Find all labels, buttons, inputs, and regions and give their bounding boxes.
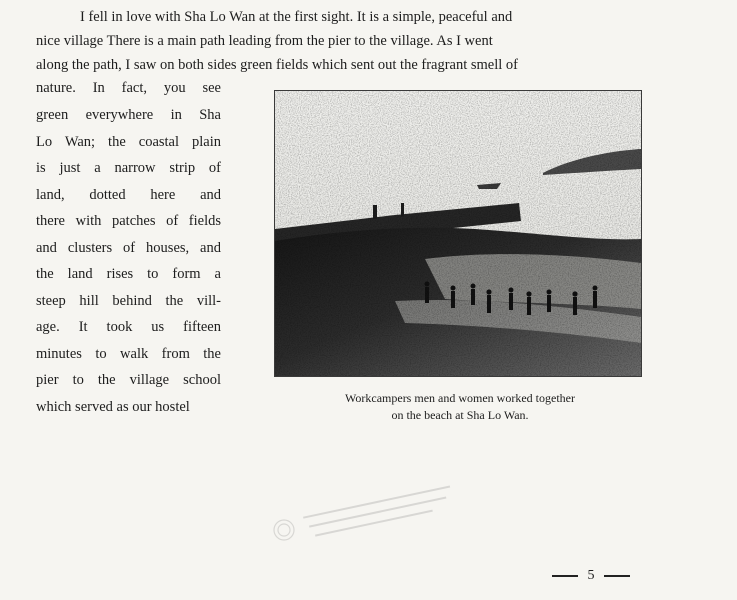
column-line-2: green everywhere in Sha bbox=[36, 107, 221, 123]
folio-dash-right bbox=[604, 575, 630, 577]
column-line-6: there with patches of fields bbox=[36, 213, 221, 229]
beach-photograph-image bbox=[275, 91, 641, 376]
photo-caption-line-1: Workcampers men and women worked together bbox=[345, 391, 575, 405]
folio-dash-left bbox=[552, 575, 578, 577]
paragraph-line-3: along the path, I saw on both sides green fields which sent out the fragrant smell of bbox=[36, 57, 519, 73]
archive-seal-icon bbox=[268, 478, 498, 548]
column-line-10: age. It took us fifteen bbox=[36, 319, 221, 335]
column-line-12: pier to the village school bbox=[36, 372, 221, 388]
column-line-13: which served as our hostel bbox=[36, 399, 190, 415]
column-line-11: minutes to walk from the bbox=[36, 346, 221, 362]
beach-photograph bbox=[274, 90, 642, 377]
photo-caption-line-2: on the beach at Sha Lo Wan. bbox=[391, 408, 529, 422]
column-line-3: Lo Wan; the coastal plain bbox=[36, 134, 221, 150]
column-line-4: is just a narrow strip of bbox=[36, 160, 221, 176]
column-line-7: and clusters of houses, and bbox=[36, 240, 221, 256]
page-number: 5 bbox=[587, 568, 595, 583]
archive-watermark-stamp bbox=[268, 478, 498, 548]
paragraph-line-2: nice village There is a main path leading from the pier to the village. As I went bbox=[36, 33, 493, 49]
paragraph-line-1: I fell in love with Sha Lo Wan at the first sight. It is a simple, peaceful and bbox=[80, 9, 513, 25]
column-line-8: the land rises to form a bbox=[36, 266, 221, 282]
column-line-1: nature. In fact, you see bbox=[36, 80, 221, 96]
page-folio bbox=[546, 566, 636, 586]
column-line-9: steep hill behind the vill- bbox=[36, 293, 221, 309]
column-line-5: land, dotted here and bbox=[36, 187, 221, 203]
